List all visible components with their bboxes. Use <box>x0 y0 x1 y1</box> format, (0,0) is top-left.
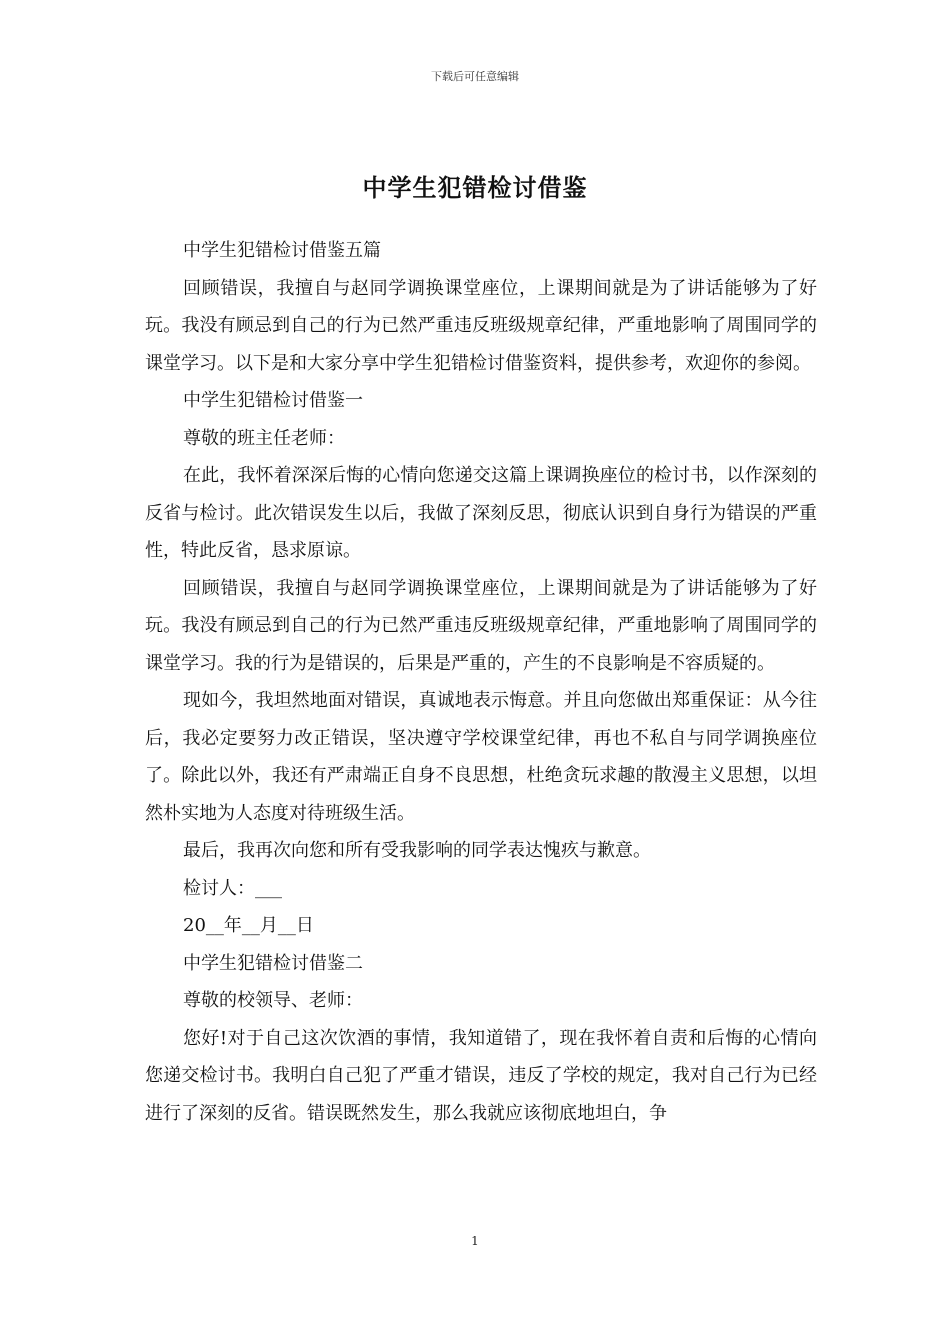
date-line: 20__年__月__日 <box>183 915 314 936</box>
salutation-one: 尊敬的班主任老师： <box>183 427 345 449</box>
section-heading-one: 中学生犯错检讨借鉴一 <box>183 390 363 411</box>
document-body <box>145 232 817 1132</box>
body-paragraph: 在此，我怀着深深后悔的心情向您递交这篇上课调换座位的检讨书，以作深刻的反省与检讨。此次错误发生以后，我做了深刻反思，彻底认识到自身行为错误的严重性，特此反省，恳求原谅。 <box>145 465 817 561</box>
body-paragraph: 回顾错误，我擅自与赵同学调换课堂座位，上课期间就是为了讲话能够为了好玩。我没有顾忌到自己的行为已然严重违反班级规章纪律，严重地影响了周围同学的课堂学习。我的行为是错误的，后果是严重的，产生的不良影响是不容质疑的。 <box>145 577 817 674</box>
body-paragraph: 现如今，我坦然地面对错误，真诚地表示悔意。并且向您做出郑重保证：从今往后，我必定要努力改正错误，坚决遵守学校课堂纪律，再也不私自与同学调换座位了。除此以外，我还有严肃端正自身不良思想，杜绝贪玩求趣的散漫主义思想，以坦然朴实地为人态度对待班级生活。 <box>145 690 817 824</box>
body-paragraph: 您好!对于自己这次饮酒的事情，我知道错了，现在我怀着自责和后悔的心情向您递交检讨书。我明白自己犯了严重才错误，违反了学校的规定，我对自己行为已经进行了深刻的反省。错误既然发生，那么我就应该彻底地坦白，争 <box>145 1027 817 1124</box>
subtitle-paragraph: 中学生犯错检讨借鉴五篇 <box>183 240 381 261</box>
section-heading-two: 中学生犯错检讨借鉴二 <box>183 952 363 974</box>
closing-paragraph: 最后，我再次向您和所有受我影响的同学表达愧疚与歉意。 <box>183 840 651 861</box>
page-number: 1 <box>471 1234 479 1248</box>
signature-line: 检讨人：___ <box>183 877 282 899</box>
document-title: 中学生犯错检讨借鉴 <box>362 173 588 203</box>
salutation-two: 尊敬的校领导、老师： <box>183 990 363 1011</box>
page-header: 下载后可任意编辑 <box>431 70 519 83</box>
intro-paragraph: 回顾错误，我擅自与赵同学调换课堂座位，上课期间就是为了讲话能够为了好玩。我没有顾忌到自己的行为已然严重违反班级规章纪律，严重地影响了周围同学的课堂学习。以下是和大家分享中学生犯错检讨借鉴资料，提供参考，欢迎你的参阅。 <box>145 277 817 374</box>
